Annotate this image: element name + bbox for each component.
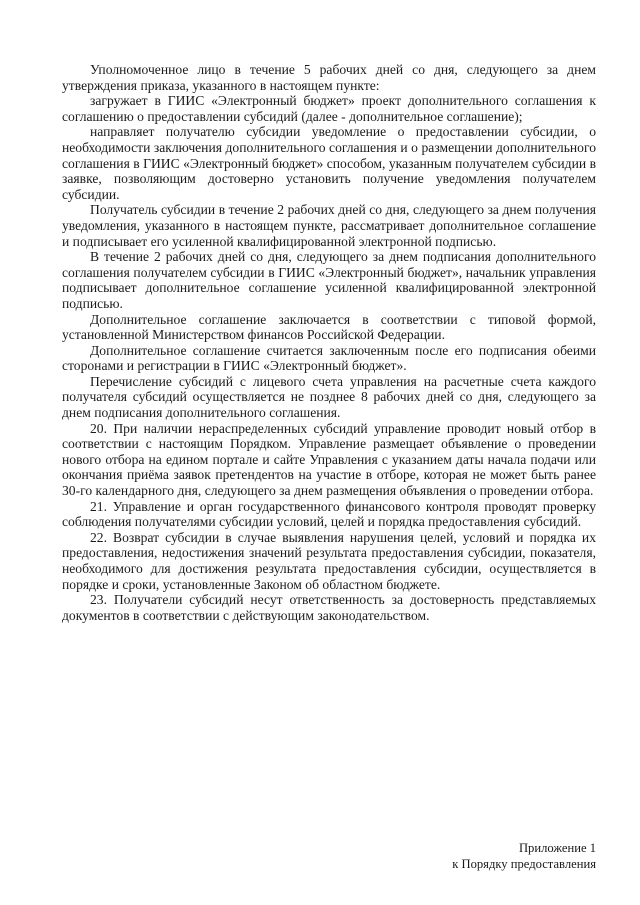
paragraph: 22. Возврат субсидии в случае выявления нарушения целей, условий и порядка их предоставления, недостижения значений результата предоставления субсидии, показателя, необходимого для достижения результата предоставления субсидии, осуществляется в порядке и сроки, установленные Законом об областном бюджете.	[62, 529, 596, 592]
paragraph: направляет получателю субсидии уведомление о предоставлении субсидии, о необходимости заключения дополнительного соглашения и о размещении дополнительного соглашения в ГИИС «Электронный бюджет» способом, указанным получателем субсидии в заявке, позволяющим достоверно установить получение уведомления получателем субсидии.	[62, 124, 596, 202]
paragraph: Дополнительное соглашение считается заключенным после его подписания обеими сторонами и регистрации в ГИИС «Электронный бюджет».	[62, 342, 596, 374]
paragraph: Уполномоченное лицо в течение 5 рабочих дней со дня, следующего за днем утверждения приказа, указанного в настоящем пункте:	[62, 62, 596, 93]
paragraph: Получатель субсидии в течение 2 рабочих дней со дня, следующего за днем получения уведомления, указанного в настоящем пункте, рассматривает дополнительное соглашение и подписывает его усиленной квалифицированной электронной подписью.	[62, 202, 596, 249]
paragraph: Перечисление субсидий с лицевого счета управления на расчетные счета каждого получателя субсидий осуществляется не позднее 8 рабочих дней со дня, следующего за днем подписания дополнительного соглашения.	[62, 373, 596, 421]
paragraph: Дополнительное соглашение заключается в соответствии с типовой формой, установленной Министерством финансов Российской Федерации.	[62, 311, 596, 343]
appendix-header	[296, 840, 596, 872]
paragraph: 23. Получатели субсидий несут ответственность за достоверность представляемых документов в соответствии с действующим законодательством.	[62, 592, 596, 623]
paragraph: загружает в ГИИС «Электронный бюджет» проект дополнительного соглашения к соглашению о предоставлении субсидий (далее - дополнительное соглашение);	[62, 93, 596, 124]
paragraph: В течение 2 рабочих дней со дня, следующего за днем подписания дополнительного соглашения получателем субсидии в ГИИС «Электронный бюджет», начальник управления подписывает дополнительное соглашение усиленной квалифицированной электронной подписью.	[62, 249, 596, 311]
appendix-title: Приложение 1	[518, 841, 596, 855]
paragraph: 20. При наличии нераспределенных субсидий управление проводит новый отбор в соответствии с настоящим Порядком. Управление размещает объявление о проведении нового отбора на едином портале и сайте Управления с указанием даты начала подачи или окончания приёма заявок претендентов на участие в отборе, которая не может быть ранее 30-го календарного дня, следующего за днем размещения объявления о проведении отбора.	[62, 420, 596, 499]
appendix-subtitle: к Порядку предоставления	[452, 857, 596, 871]
paragraph: 21. Управление и орган государственного финансового контроля проводят проверку соблюдения получателями субсидии условий, целей и порядка предоставления субсидий.	[62, 498, 596, 530]
document-body	[62, 62, 596, 623]
